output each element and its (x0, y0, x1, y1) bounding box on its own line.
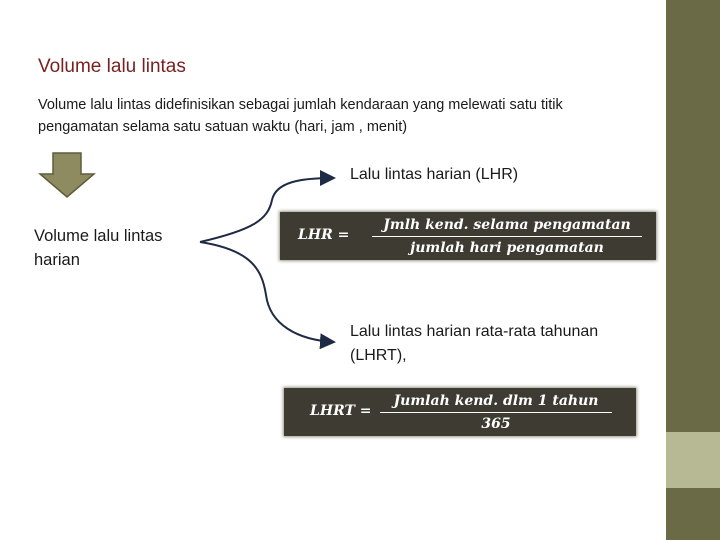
branch-arrow-icon (190, 160, 350, 360)
fraction-bar (380, 412, 612, 413)
definition-text: Volume lalu lintas didefinisikan sebagai jumlah kendaraan yang melewati satu titik pengamatan selama satu satuan waktu (hari, jam , menit) (38, 97, 563, 135)
sidebar-bottom-block (666, 488, 720, 540)
formula-numerator: Jumlah kend. dlm 1 tahun (393, 393, 599, 409)
sidebar-accent-block (666, 432, 720, 488)
lhrt-formula (284, 388, 636, 436)
volume-harian-label: Volume lalu lintas harian (34, 227, 163, 269)
formula-denominator: jumlah hari pengamatan (410, 240, 604, 256)
lhr-formula (280, 212, 656, 260)
formula-denominator: 365 (481, 416, 511, 432)
slide-title: Volume lalu lintas (38, 56, 186, 77)
formula-fraction (380, 391, 612, 434)
formula-lhs: LHRT = (310, 403, 372, 419)
formula-numerator: Jmlh kend. selama pengamatan (383, 217, 631, 233)
lhrt-label: Lalu lintas harian rata-rata tahunan (LHRT), (350, 323, 599, 364)
formula-fraction (372, 215, 642, 258)
fraction-bar (372, 236, 642, 237)
down-arrow-icon (38, 152, 96, 198)
lhr-label: Lalu lintas harian (LHR) (350, 166, 519, 183)
formula-lhs: LHR = (298, 227, 350, 243)
